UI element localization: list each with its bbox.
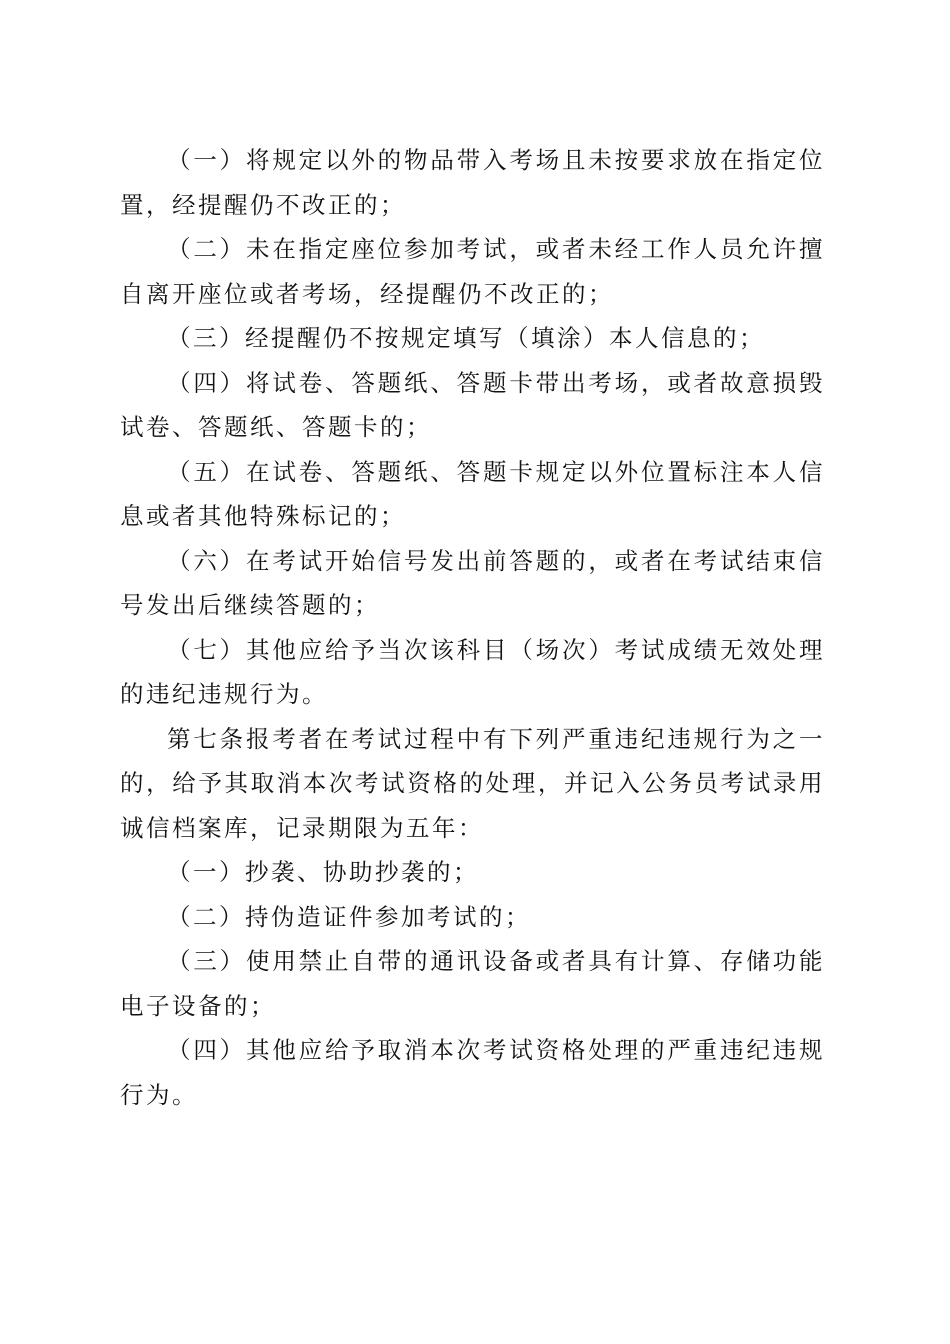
document-page xyxy=(120,138,825,1117)
paragraph-item-2: （二）未在指定座位参加考试，或者未经工作人员允许擅自离开座位或者考场，经提醒仍不改正的； xyxy=(120,235,825,308)
paragraph-item-7: （七）其他应给予当次该科目（场次）考试成绩无效处理的违纪违规行为。 xyxy=(120,635,825,708)
article-7-item-3: （三）使用禁止自带的通讯设备或者具有计算、存储功能电子设备的； xyxy=(120,947,825,1020)
article-7-paragraph: 第七条报考者在考试过程中有下列严重违纪违规行为之一的，给予其取消本次考试资格的处理，并记入公务员考试录用诚信档案库，记录期限为五年： xyxy=(120,724,825,842)
paragraph-item-1: （一）将规定以外的物品带入考场且未按要求放在指定位置，经提醒仍不改正的； xyxy=(120,146,825,219)
paragraph-item-6: （六）在考试开始信号发出前答题的，或者在考试结束信号发出后继续答题的； xyxy=(120,546,825,619)
article-7-item-1: （一）抄袭、协助抄袭的； xyxy=(167,858,479,886)
paragraph-item-3: （三）经提醒仍不按规定填写（填涂）本人信息的； xyxy=(167,324,765,352)
paragraph-item-5: （五）在试卷、答题纸、答题卡规定以外位置标注本人信息或者其他特殊标记的； xyxy=(120,457,825,530)
paragraph-item-4: （四）将试卷、答题纸、答题卡带出考场，或者故意损毁试卷、答题纸、答题卡的； xyxy=(120,368,825,441)
article-7-item-4: （四）其他应给予取消本次考试资格处理的严重违纪违规行为。 xyxy=(120,1036,825,1109)
article-7-item-2: （二）持伪造证件参加考试的； xyxy=(167,902,531,931)
